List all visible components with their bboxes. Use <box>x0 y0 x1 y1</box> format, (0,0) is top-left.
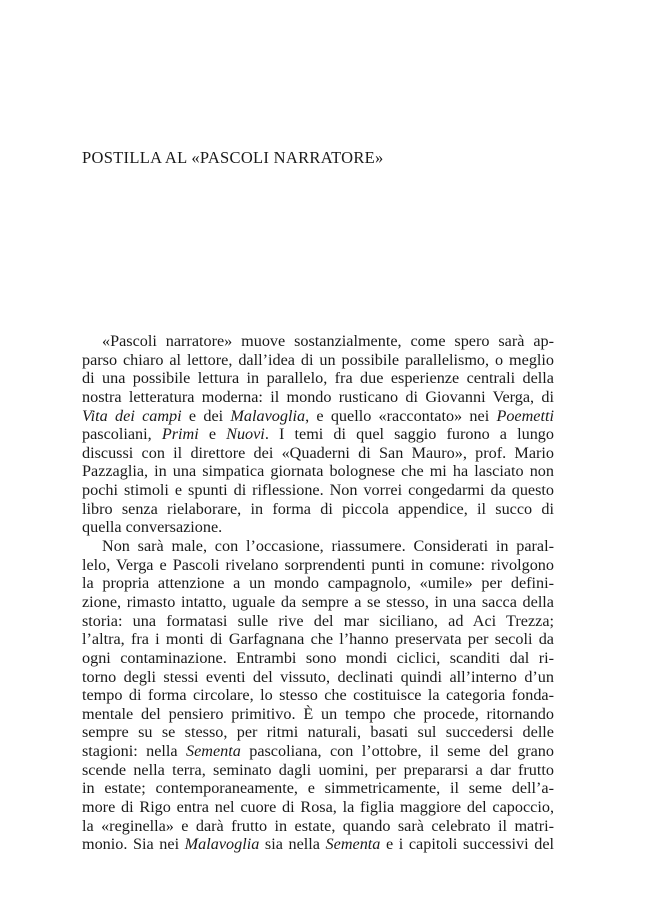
text-segment: di una possibile lettura in parallelo, fra due esperienze centrali della <box>82 369 554 388</box>
text-line <box>82 481 554 500</box>
text-line <box>82 723 554 742</box>
text-line <box>82 593 554 612</box>
text-segment: discussi con il direttore dei «Quaderni di San Mauro», prof. Mario <box>82 443 554 462</box>
text-segment: pochi stimoli e spunti di riflessione. Non vorrei congedarmi da questo <box>82 481 554 500</box>
text-segment: la «reginella» e darà frutto in estate, quando sarà celebrato il matri- <box>82 816 554 835</box>
text-line <box>82 742 554 761</box>
text-segment: torno degli stessi eventi del vissuto, declinati quindi all’interno d’un <box>82 667 554 686</box>
text-segment: monio. Sia nei <box>82 835 185 854</box>
text-segment: «Pascoli narratore» muove sostanzialmente, come spero sarà ap- <box>102 332 554 350</box>
text-line <box>82 817 554 836</box>
text-segment: e <box>198 425 227 444</box>
text-line <box>82 835 554 854</box>
text-segment: sempre su se stesso, per ritmi naturali, basati sul succedersi delle <box>82 723 554 742</box>
text-segment: sia nella <box>259 835 326 854</box>
page-title: POSTILLA AL «PASCOLI NARRATORE» <box>82 148 384 167</box>
text-segment: . I temi di quel saggio furono a lungo <box>264 425 554 444</box>
text-line <box>82 668 554 687</box>
text-segment: stagioni: nella <box>82 742 186 761</box>
italic-title-text: Nuovi <box>226 425 265 444</box>
text-line <box>82 612 554 631</box>
text-segment: Non sarà male, con l’occasione, riassumere. Considerati in paral- <box>102 537 554 556</box>
italic-title-text: Malavoglia <box>184 835 260 854</box>
text-line <box>82 574 554 593</box>
text-line <box>82 537 554 556</box>
text-line <box>82 779 554 798</box>
text-line <box>82 407 554 426</box>
text-line <box>82 649 554 668</box>
text-segment: mentale del pensiero primitivo. È un tempo che procede, ritornando <box>82 704 554 723</box>
text-line <box>82 556 554 575</box>
text-segment: more di Rigo entra nel cuore di Rosa, la figlia maggiore del capoccio, <box>82 798 554 817</box>
text-segment: e dei <box>181 406 231 425</box>
text-segment: tempo di forma circolare, lo stesso che costituisce la categoria fonda- <box>82 686 554 705</box>
text-line <box>82 369 554 388</box>
italic-title-text: Primi <box>161 425 199 444</box>
text-line <box>82 462 554 481</box>
text-line <box>82 351 554 370</box>
text-segment: in estate; contemporaneamente, e simmetricamente, il seme dell’a- <box>82 779 554 798</box>
text-line <box>82 500 554 519</box>
text-line <box>82 425 554 444</box>
text-line <box>82 705 554 724</box>
text-segment: pascoliana, con l’ottobre, il seme del grano <box>240 742 554 761</box>
text-segment: l’altra, fra i monti di Garfagnana che l’hanno preservata per secoli da <box>82 630 554 649</box>
text-segment: la propria attenzione a un mondo campagnolo, «umile» per defini- <box>82 574 554 593</box>
text-segment: , e quello «raccontato» nei <box>305 406 497 425</box>
text-segment: lelo, Verga e Pascoli rivelano sorprendenti punti in comune: rivolgono <box>82 555 554 574</box>
text-segment: Pazzaglia, in una simpatica giornata bolognese che mi ha lasciato non <box>82 462 554 481</box>
text-line <box>82 388 554 407</box>
italic-title-text: Poemetti <box>496 406 554 425</box>
italic-title-text: Malavoglia <box>230 406 306 425</box>
text-line <box>82 686 554 705</box>
text-segment: quella conversazione. <box>82 518 223 537</box>
text-segment: nostra letteratura moderna: il mondo rusticano di Giovanni Verga, di <box>82 387 554 406</box>
text-line <box>82 518 554 537</box>
italic-title-text: Sementa <box>325 835 381 854</box>
text-line <box>82 798 554 817</box>
italic-title-text: Sementa <box>186 742 241 761</box>
text-segment: pascoliani, <box>82 425 162 444</box>
text-segment: e i capitoli successivi del <box>380 835 554 854</box>
text-segment: storia: una formatasi sulle rive del mar siciliano, ad Aci Trezza; <box>82 611 554 630</box>
italic-title-text: Vita dei campi <box>82 406 182 425</box>
text-segment: libro senza rielaborare, in forma di piccola appendice, il succo di <box>82 499 554 518</box>
text-segment: parso chiaro al lettore, dall’idea di un possibile parallelismo, o meglio <box>82 350 554 369</box>
text-segment: scende nella terra, seminato dagli uomini, per prepararsi a dar frutto <box>82 760 554 779</box>
text-segment: zione, rimasto intatto, uguale da sempre a se stesso, in una sacca della <box>82 592 554 611</box>
body-text <box>82 332 554 854</box>
text-line <box>82 444 554 463</box>
text-segment: ogni contaminazione. Entrambi sono mondi ciclici, scanditi dal ri- <box>82 648 554 667</box>
text-line <box>82 761 554 780</box>
text-line <box>82 630 554 649</box>
text-line <box>82 332 554 351</box>
